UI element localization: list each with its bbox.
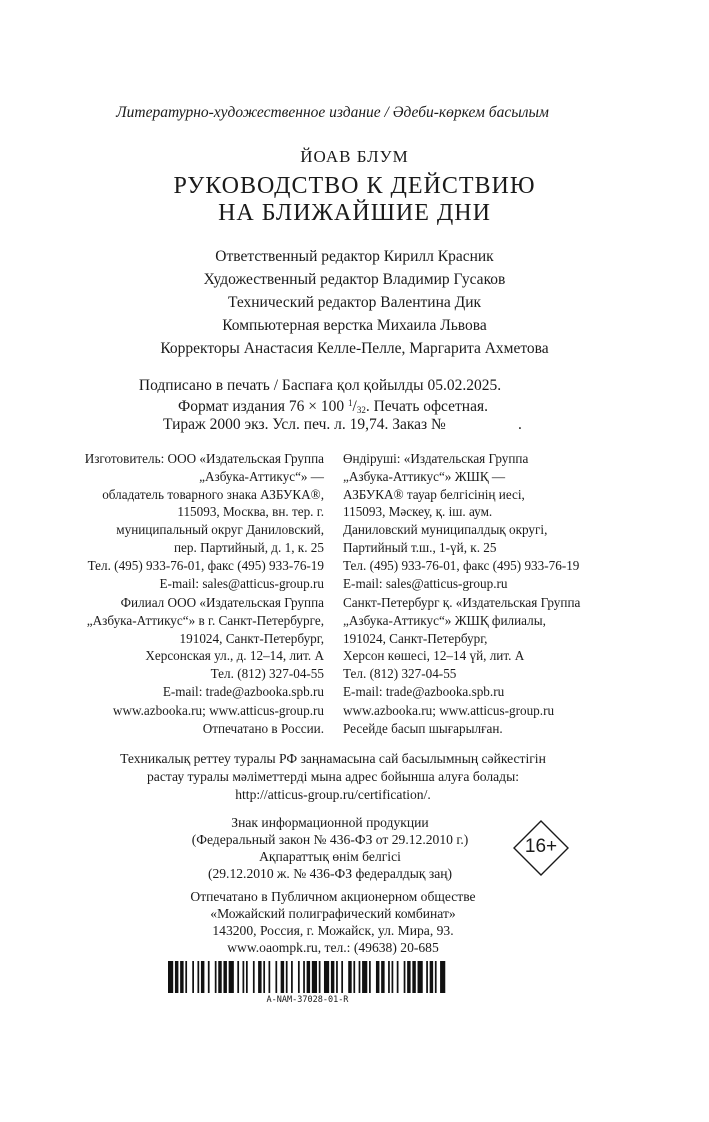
barcode-bar <box>412 961 415 993</box>
info-sign-line: Ақпараттық өнім белгісі <box>259 849 401 864</box>
barcode-bar <box>404 961 406 993</box>
barcode-bar <box>303 961 305 993</box>
manufacturer-ru <box>85 450 324 592</box>
branch-ru-line: Херсонская ул., д. 12–14, лит. А <box>145 648 324 664</box>
barcode-bar <box>336 961 338 993</box>
barcode-bar <box>319 961 321 993</box>
web-ru-sites: www.azbooka.ru; www.atticus-group.ru <box>112 703 324 718</box>
web-kz <box>343 702 554 738</box>
barcode-bar <box>246 961 248 993</box>
printer-line: 143200, Россия, г. Можайск, ул. Мира, 93. <box>212 923 454 938</box>
manufacturer-ru-line: Тел. (495) 933-76-01, факс (495) 933-76-19 <box>87 557 324 573</box>
branch-ru <box>87 594 324 701</box>
branch-ru-email: E-mail: trade@azbooka.spb.ru <box>162 683 324 699</box>
barcode-bar <box>362 961 367 993</box>
branch-kz-line: 191024, Санкт-Петербург, <box>343 630 488 646</box>
branch-kz-email: E-mail: trade@azbooka.spb.ru <box>343 683 505 699</box>
barcode-bar <box>435 961 437 993</box>
credit-art-editor: Художественный редактор Владимир Гусаков <box>203 271 506 288</box>
barcode-bar <box>359 961 361 993</box>
format-suffix: . Печать офсетная. <box>365 398 488 415</box>
manufacturer-kz-line: АЗБУКА® тауар белгісінің иесі, <box>343 486 525 502</box>
manufacturer-ru-line: обладатель товарного знака АЗБУКА®, <box>102 486 324 502</box>
web-ru <box>113 702 324 738</box>
author-name: ЙОАВ БЛУМ <box>300 147 409 166</box>
barcode-bar <box>353 961 355 993</box>
barcode-bar <box>175 961 178 993</box>
manufacturer-ru-line: 115093, Москва, вн. тер. г. <box>177 504 324 520</box>
barcode-bar <box>218 961 221 993</box>
format-denominator: 32 <box>356 405 366 415</box>
manufacturer-kz <box>343 450 579 592</box>
barcode-bar <box>263 961 265 993</box>
order-blank: . <box>518 416 522 433</box>
barcode-bar <box>208 961 210 993</box>
barcode-bar <box>392 961 394 993</box>
branch-ru-line: Филиал ООО «Издательская Группа <box>120 595 324 610</box>
printer-line: «Можайский полиграфический комбинат» <box>210 906 456 921</box>
certification-line: Техникалық реттеу туралы РФ заңнамасына сай басылымның сәйкестігін <box>120 751 546 766</box>
barcode-bar <box>258 961 261 993</box>
manufacturer-kz-line: Өндіруші: «Издательская Группа <box>343 451 529 466</box>
barcode-bar <box>286 961 288 993</box>
web-kz-sites: www.azbooka.ru; www.atticus-group.ru <box>343 703 555 718</box>
credit-executive-editor: Ответственный редактор Кирилл Красник <box>215 248 494 265</box>
branch-kz-line: „Азбука-Аттикус“» ЖШҚ филиалы, <box>343 612 546 628</box>
manufacturer-kz-email: E-mail: sales@atticus-group.ru <box>343 575 508 591</box>
barcode-bar <box>397 961 399 993</box>
barcode-bar <box>312 961 317 993</box>
branch-ru-line: „Азбука-Аттикус“» в г. Санкт-Петербурге, <box>86 612 324 628</box>
certification-line: растау туралы мәліметтерді мына адрес бойынша алуға болады: <box>147 769 519 784</box>
manufacturer-kz-line: Даниловский муниципалдық округі, <box>343 522 548 538</box>
branch-kz-line: Тел. (812) 327-04-55 <box>343 666 457 682</box>
barcode-bar <box>369 961 371 993</box>
barcode-bar <box>201 961 204 993</box>
manufacturer-ru-line: пер. Партийный, д. 1, к. 25 <box>173 539 324 555</box>
barcode-bar <box>331 961 334 993</box>
barcode-bar <box>440 961 445 993</box>
barcode-bar <box>376 961 379 993</box>
manufacturer-kz-line: Партийный т.ш., 1-үй, к. 25 <box>343 539 497 555</box>
barcode-bar <box>324 961 329 993</box>
barcode-bar <box>348 961 351 993</box>
barcode-bar <box>168 961 173 993</box>
barcode-bar <box>418 961 423 993</box>
age-rating-badge <box>513 820 569 876</box>
print-format: Формат издания 76 × 100 $^1/_{32}$. Печать офсетная. <box>178 398 488 415</box>
barcode-bar <box>223 961 226 993</box>
print-run: Тираж 2000 экз. Усл. печ. л. 19,74. Заказ № <box>163 416 446 433</box>
branch-ru-line: 191024, Санкт-Петербург, <box>179 630 324 646</box>
branch-kz-line: Херсон көшесі, 12–14 үй, лит. А <box>343 648 525 664</box>
signed-to-print: Подписано в печать / Баспаға қол қойылды 05.02.2025. <box>138 377 502 394</box>
branch-kz <box>343 594 580 701</box>
credit-layout: Компьютерная верстка Михаила Львова <box>222 317 487 334</box>
barcode-bar <box>426 961 428 993</box>
info-sign-line: Знак информационной продукции <box>231 815 429 830</box>
age-rating-text: 16+ <box>524 836 558 857</box>
barcode-bar <box>192 961 194 993</box>
manufacturer-ru-email: E-mail: sales@atticus-group.ru <box>159 575 324 591</box>
barcode-bar <box>298 961 300 993</box>
credit-proofreaders: Корректоры Анастасия Келле-Пелле, Маргарита Ахметова <box>160 340 549 357</box>
barcode-bar <box>180 961 183 993</box>
barcode-bar <box>253 961 255 993</box>
genre-line: Литературно-художественное издание / Әдеби-көркем басылым <box>116 104 549 121</box>
barcode-bar <box>197 961 199 993</box>
barcode-bar <box>430 961 433 993</box>
info-sign-line: (Федеральный закон № 436-ФЗ от 29.12.2010 г.) <box>191 832 469 847</box>
barcode-bar <box>281 961 284 993</box>
barcode-bar <box>243 961 245 993</box>
barcode-code: A-NAM-37028-01-R <box>266 995 349 1005</box>
printer-line: www.oaompk.ru, тел.: (49638) 20-685 <box>227 940 439 955</box>
web-ru-printed: Отпечатано в России. <box>202 720 324 736</box>
manufacturer-kz-line: Тел. (495) 933-76-01, факс (495) 933-76-19 <box>343 557 580 573</box>
barcode-bar <box>269 961 271 993</box>
certification-url: http://atticus-group.ru/certification/. <box>235 787 431 802</box>
barcode-bar <box>237 961 239 993</box>
barcode-bar <box>229 961 234 993</box>
info-sign-line: (29.12.2010 ж. № 436-ФЗ федералдық заң) <box>207 866 453 881</box>
barcode-bar <box>291 961 293 993</box>
branch-kz-line: Санкт-Петербург қ. «Издательская Группа <box>343 595 581 610</box>
web-kz-printed: Ресейде басып шығарылған. <box>343 720 503 736</box>
manufacturer-kz-line: 115093, Мәскеу, қ. іш. аум. <box>343 504 493 520</box>
barcode-bar <box>381 961 384 993</box>
manufacturer-ru-line: „Азбука-Аттикус“» — <box>199 468 324 484</box>
format-prefix: Формат издания 76 × 100 <box>178 398 349 415</box>
barcode-bar <box>185 961 187 993</box>
manufacturer-ru-line: муниципальный округ Даниловский, <box>116 522 324 538</box>
manufacturer-kz-line: „Азбука-Аттикус“» ЖШҚ — <box>343 468 506 484</box>
branch-ru-line: Тел. (812) 327-04-55 <box>210 666 324 682</box>
book-title-line-1: РУКОВОДСТВО К ДЕЙСТВИЮ <box>173 173 536 199</box>
barcode-bar <box>407 961 410 993</box>
printer-line: Отпечатано в Публичном акционерном обществе <box>190 889 476 904</box>
barcode-bar <box>215 961 217 993</box>
format-numerator: 1 <box>348 398 353 408</box>
book-title-line-2: НА БЛИЖАЙШИЕ ДНИ <box>218 200 491 226</box>
barcode <box>168 961 447 993</box>
manufacturer-ru-line: Изготовитель: ООО «Издательская Группа <box>84 451 324 466</box>
barcode-bar <box>341 961 343 993</box>
barcode-bar <box>275 961 277 993</box>
barcode-bar <box>388 961 390 993</box>
barcode-bar <box>307 961 310 993</box>
credit-technical-editor: Технический редактор Валентина Дик <box>227 294 482 311</box>
